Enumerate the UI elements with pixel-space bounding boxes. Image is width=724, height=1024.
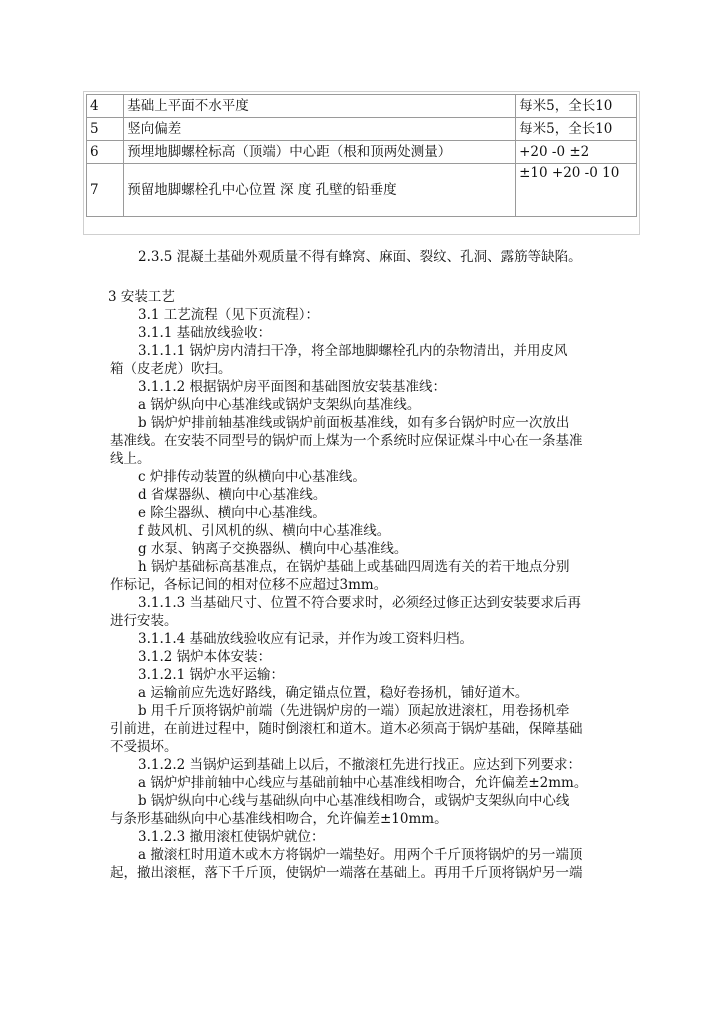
list-item-cont: 与条形基础纵向中心基准线相吻合，允许偏差±10mm。 <box>110 811 448 827</box>
paragraph-3-1-2: 3.1.2 锅炉本体安装： <box>138 649 272 665</box>
list-item: b 锅炉纵向中心线与基础纵向中心基准线相吻合，或锅炉支架纵向中心线 <box>138 793 570 809</box>
table-row <box>87 118 637 141</box>
paragraph-3-1: 3.1 工艺流程（见下页流程）： <box>138 307 320 323</box>
row-item: 竖向偏差 <box>124 118 516 141</box>
list-item: b 用千斤顶将锅炉前端（先进锅炉房的一端）顶起放进滚杠，用卷扬机牵 <box>138 703 570 719</box>
paragraph-3-1-1-2: 3.1.1.2 根据锅炉房平面图和基础图放安装基准线： <box>138 379 447 395</box>
list-item: g 水泵、钠离子交换器纵、横向中心基准线。 <box>138 541 408 557</box>
list-item-cont: 基准线。在安装不同型号的锅炉而上煤为一个系统时应保证煤斗中心在一条基准 <box>110 433 583 449</box>
list-item-cont: 作标记，各标记间的相对位移不应超过3mm。 <box>110 577 388 593</box>
list-item: c 炉排传动装置的纵横向中心基准线。 <box>138 469 366 485</box>
row-item: 预埋地脚螺栓标高（顶端）中心距（根和顶两处测量） <box>124 141 516 164</box>
list-item: f 鼓风机、引风机的纵、横向中心基准线。 <box>138 523 391 539</box>
list-item: h 锅炉基础标高基准点，在锅炉基础上或基础四周选有关的若干地点分别 <box>138 559 570 575</box>
list-item: a 运输前应先选好路线，确定锚点位置，稳好卷扬机，铺好道木。 <box>138 685 529 701</box>
table-row <box>87 95 637 118</box>
list-item: d 省煤器纵、横向中心基准线。 <box>138 487 327 503</box>
row-value: +20 -0 ±2 <box>516 141 637 164</box>
body-text <box>110 248 620 882</box>
row-value: 每米5，全长10 <box>516 95 637 118</box>
list-item: e 除尘器纵、横向中心基准线。 <box>138 505 326 521</box>
paragraph-3-1-2-3: 3.1.2.3 撤用滚杠使锅炉就位： <box>138 829 325 845</box>
table-row <box>87 141 637 164</box>
row-number: 7 <box>87 164 124 217</box>
paragraph-2-3-5: 2.3.5 混凝土基础外观质量不得有蜂窝、麻面、裂纹、孔洞、露筋等缺陷。 <box>138 249 582 265</box>
list-item-cont: 起，撤出滚框，落下千斤顶，使锅炉一端落在基础上。再用千斤顶将锅炉另一端 <box>110 865 583 881</box>
paragraph-3-1-1-4: 3.1.1.4 基础放线验收应有记录，并作为竣工资料归档。 <box>138 631 474 647</box>
row-number: 5 <box>87 118 124 141</box>
paragraph-3-1-1-3: 3.1.1.3 当基础尺寸、位置不符合要求时，必须经过修正达到安装要求后再 <box>138 595 582 611</box>
paragraph-3-1-1: 3.1.1 基础放线验收： <box>138 325 272 341</box>
row-item: 预留地脚螺栓孔中心位置 深 度 孔壁的铅垂度 <box>124 164 516 217</box>
tolerance-table <box>86 94 637 217</box>
row-number: 6 <box>87 141 124 164</box>
section-heading: 3 安装工艺 <box>108 289 175 305</box>
row-number: 4 <box>87 95 124 118</box>
list-item-cont: 引前进，在前进过程中，随时倒滚杠和道木。道木必须高于锅炉基础，保障基础 <box>110 721 583 737</box>
paragraph-3-1-1-1-cont: 箱（皮老虎）吹扫。 <box>110 361 232 377</box>
row-item: 基础上平面不水平度 <box>124 95 516 118</box>
list-item: a 锅炉炉排前轴中心线应与基础前轴中心基准线相吻合，允许偏差±2mm。 <box>138 775 588 791</box>
paragraph-3-1-1-3-cont: 进行安装。 <box>110 613 178 629</box>
paragraph-3-1-2-2: 3.1.2.2 当锅炉运到基础上以后，不撤滚杠先进行找正。应达到下列要求： <box>138 757 582 773</box>
paragraph-3-1-1-1: 3.1.1.1 锅炉房内清扫干净，将全部地脚螺栓孔内的杂物清出，并用皮风 <box>138 343 568 359</box>
row-value: 每米5，全长10 <box>516 118 637 141</box>
paragraph-3-1-2-1: 3.1.2.1 锅炉水平运输： <box>138 667 285 683</box>
list-item-cont: 不受损坏。 <box>110 739 178 755</box>
list-item: b 锅炉炉排前轴基准线或锅炉前面板基准线，如有多台锅炉时应一次放出 <box>138 415 570 431</box>
list-item: a 撤滚杠时用道木或木方将锅炉一端垫好。用两个千斤顶将锅炉的另一端顶 <box>138 847 583 863</box>
table-row <box>87 164 637 217</box>
list-item: a 锅炉纵向中心基准线或锅炉支架纵向基准线。 <box>138 397 421 413</box>
row-value: ±10 +20 -0 10 <box>516 164 637 217</box>
list-item-cont: 线上。 <box>110 451 151 467</box>
